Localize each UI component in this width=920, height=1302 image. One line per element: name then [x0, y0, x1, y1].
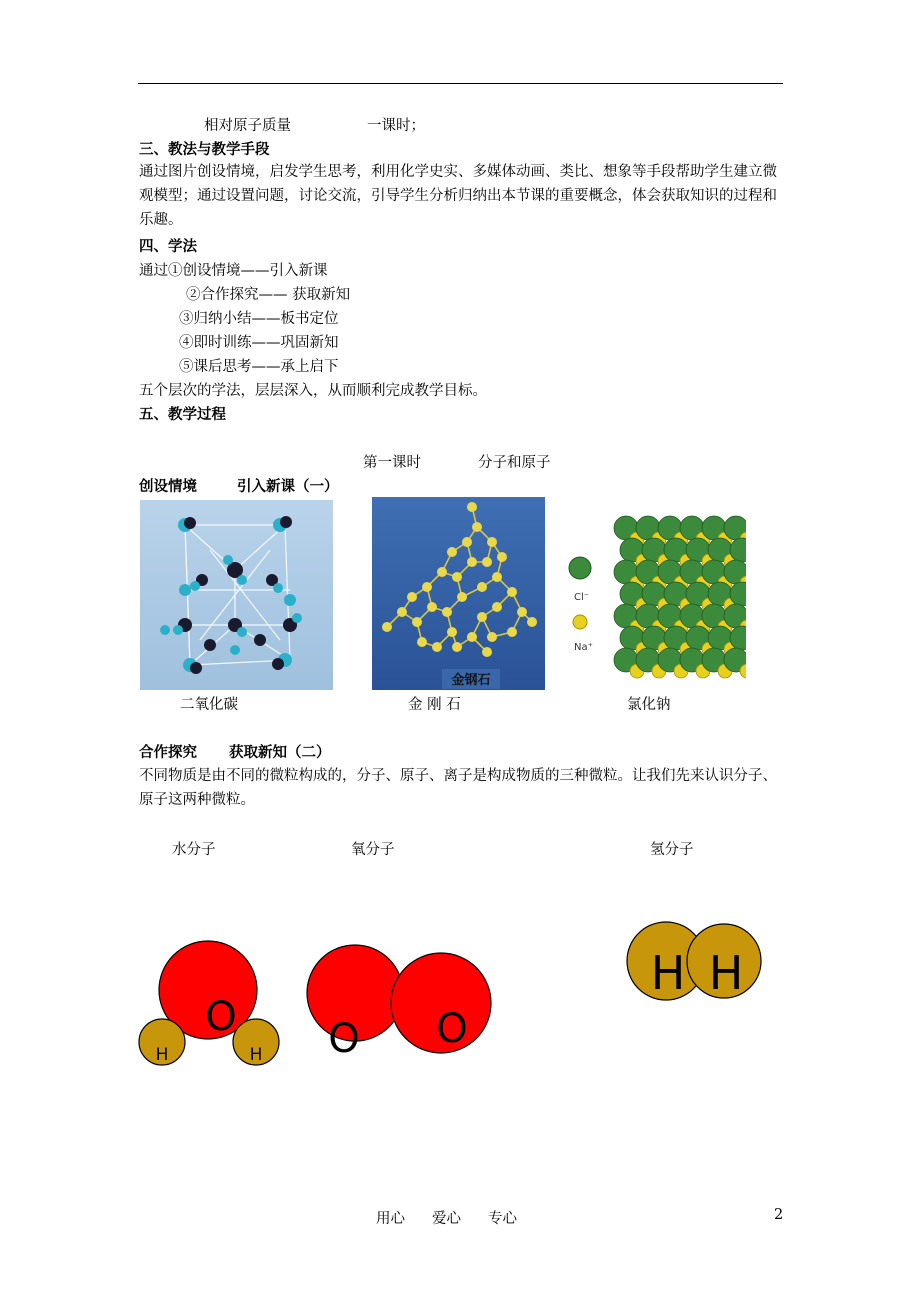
method-item-1: 通过①创设情境——引入新课 [139, 263, 328, 279]
co2-crystal-image [140, 500, 333, 690]
caption-co2: 二氧化碳 [180, 697, 238, 713]
diamond-image [372, 497, 545, 690]
page-number: 2 [774, 1207, 784, 1223]
co2-crystal-model-icon [140, 500, 333, 690]
label-water-molecule: 水分子 [172, 842, 216, 858]
part2-text: 不同物质是由不同的微粒构成的，分子、原子、离子是构成物质的三种微粒。让我们先来认识分子、原子这两种微粒。 [139, 768, 777, 808]
legend-chloride: Cl⁻ [574, 592, 590, 603]
caption-nacl: 氯化钠 [627, 697, 671, 713]
section5-heading: 五、教学过程 [139, 407, 226, 423]
section4-heading: 四、学法 [139, 239, 197, 255]
part1-heading-left: 创设情境 [139, 479, 197, 495]
lesson-title-period: 第一课时 [363, 455, 421, 471]
part1-heading-right: 引入新课（一） [237, 479, 339, 495]
section3-heading: 三、教法与教学手段 [139, 142, 270, 158]
molecule-diagrams [0, 880, 920, 1080]
section3-text: 通过图片创设情境，启发学生思考，利用化学史实、多媒体动画、类比、想象等手段帮助学生建立微观模型；通过设置问题，讨论交流，引导学生分析归纳出本节课的重要概念，体会获取知识的过程和乐趣。 [139, 164, 777, 228]
header-rule [138, 83, 783, 84]
part2-heading-right: 获取新知（二） [229, 745, 331, 761]
water-hydrogen-symbol-right: H [249, 1045, 263, 1065]
lesson-title-topic: 分子和原子 [478, 455, 551, 471]
label-oxygen-molecule: 氧分子 [351, 842, 395, 858]
oxygen-symbol-right: O [436, 1006, 468, 1052]
caption-diamond: 金 刚 石 [408, 697, 461, 713]
hydrogen-symbol-left: H [650, 946, 686, 1000]
oxygen-molecule-model [307, 945, 491, 1062]
method-item-3: ③归纳小结——板书定位 [179, 311, 339, 327]
part2-heading-left: 合作探究 [139, 745, 197, 761]
header-topic: 相对原子质量 [204, 118, 291, 134]
hydrogen-symbol-right: H [708, 946, 744, 1000]
water-molecule-model [139, 941, 279, 1065]
method-item-2: ②合作探究—— 获取新知 [186, 287, 351, 303]
diamond-image-label: 金钢石 [451, 673, 491, 688]
nacl-image [566, 500, 746, 690]
water-oxygen-symbol: O [205, 994, 237, 1040]
method-summary: 五个层次的学法，层层深入，从而顺利完成教学目标。 [139, 383, 487, 399]
method-item-5: ⑤课后思考——承上启下 [179, 359, 339, 375]
header-duration: 一课时； [367, 118, 425, 134]
water-hydrogen-symbol-left: H [155, 1045, 169, 1065]
label-hydrogen-molecule: 氢分子 [650, 842, 694, 858]
nacl-crystal-model-icon [566, 500, 746, 690]
diamond-structure-model-icon [372, 497, 545, 690]
footer-motto-1: 用心 [376, 1211, 405, 1227]
footer-motto-3: 专心 [488, 1211, 517, 1227]
legend-sodium: Na⁺ [574, 642, 593, 653]
hydrogen-molecule-model [627, 922, 761, 1000]
oxygen-symbol-left: O [328, 1016, 360, 1062]
footer-motto-2: 爱心 [432, 1211, 461, 1227]
method-item-4: ④即时训练——巩固新知 [179, 335, 339, 351]
